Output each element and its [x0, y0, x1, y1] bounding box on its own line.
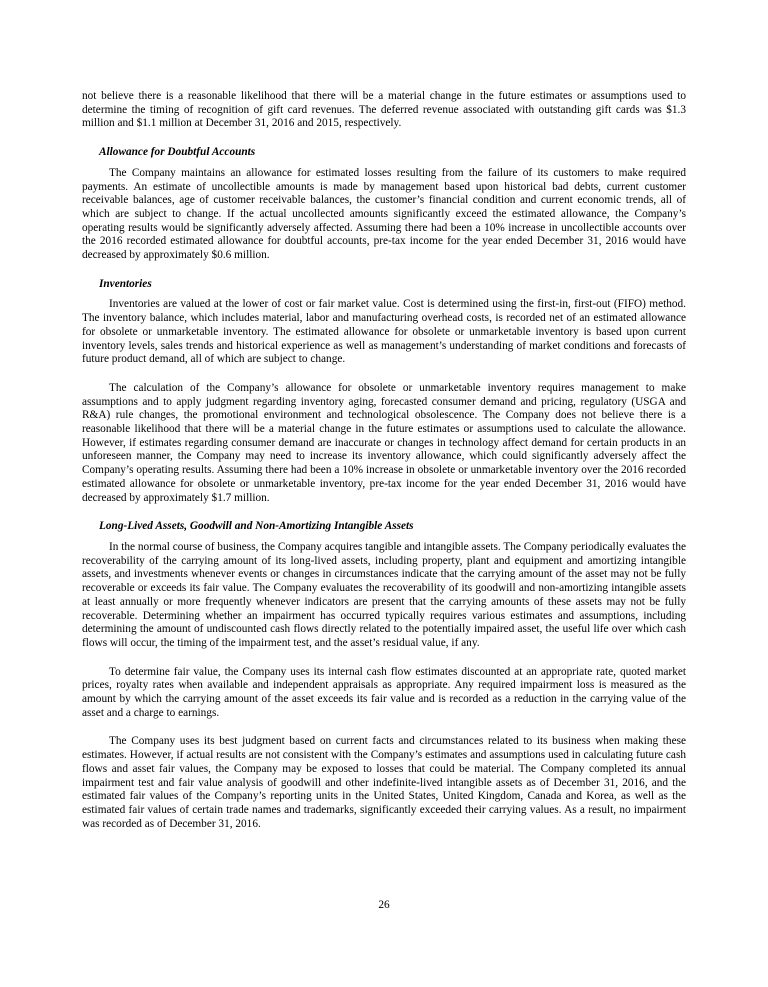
- heading-inventories: Inventories: [99, 277, 152, 290]
- paragraph-gift-card-revenues: not believe there is a reasonable likelihood that there will be a material change in the future estimates or assumptions used to determine the timing of recognition of gift card revenues. The deferred revenue associated with outstanding gift cards was $1.3 million and $1.1 million at December 31, 2016 and 2015, respectively.: [82, 90, 686, 130]
- page-number: 26: [378, 899, 390, 911]
- paragraph-doubtful-accounts: The Company maintains an allowance for estimated losses resulting from the failure of its customers to make required payments. An estimate of uncollectible amounts is made by management based upon historical bad debts, current customer receivable balances, age of customer receivable balances, the customer’s financial condition and current economic trends, all of which are subject to change. If the actual uncollected amounts significantly exceed the estimated allowance, the Company’s operating results would be significantly adversely affected. Assuming there had been a 10% increase in uncollectible accounts over the 2016 recorded estimated allowance for doubtful accounts, pre-tax income for the year ended December 31, 2016 would have decreased by approximately $0.6 million.: [82, 166, 686, 262]
- paragraph-fair-value-determination: To determine fair value, the Company uses its internal cash flow estimates discounted at an appropriate rate, quoted market prices, royalty rates when available and independent appraisals as appropriate. Any required impairment loss is measured as the amount by which the carrying amount of the asset exceeds its fair value and is recorded as a reduction in the carrying value of the asset and a charge to earnings.: [82, 665, 686, 719]
- paragraph-asset-recoverability: In the normal course of business, the Company acquires tangible and intangible assets. The Company periodically evaluates the recoverability of the carrying amount of its long-lived assets, including property, plant and equipment and amortizing intangible assets, and investments whenever events or changes in circumstances indicate that the carrying amount of the asset may not be fully recoverable or exceeds its fair value. The Company evaluates the recoverability of its goodwill and non-amortizing intangible assets at least annually or more frequently whenever indicators are present that the carrying amounts of these assets may not be fully recoverable. Determining whether an impairment has occurred typically requires various estimates and assumptions, including determining the amount of undiscounted cash flows directly related to the potentially impaired asset, the useful life over which cash flows will occur, the timing of the impairment test, and the asset’s residual value, if any.: [82, 540, 686, 649]
- paragraph-impairment-conclusion: The Company uses its best judgment based on current facts and circumstances related to its business when making these estimates. However, if actual results are not consistent with the Company’s estimates and assumptions used in calculating future cash flows and asset fair values, the Company may be exposed to losses that could be material. The Company completed its annual impairment test and fair value analysis of goodwill and other indefinite-lived intangible assets as of December 31, 2016, and the estimated fair values of the Company’s reporting units in the United States, United Kingdom, Canada and Korea, as well as the estimated fair values of certain trade names and trademarks, significantly exceeded their carrying values. As a result, no impairment was recorded as of December 31, 2016.: [82, 735, 686, 830]
- page-content: [82, 90, 686, 846]
- heading-long-lived-assets-goodwill: Long-Lived Assets, Goodwill and Non-Amortizing Intangible Assets: [99, 520, 414, 533]
- paragraph-inventory-allowance-calculation: The calculation of the Company’s allowance for obsolete or unmarketable inventory requires management to make assumptions and to apply judgment regarding inventory aging, forecasted consumer demand and pricing, regulatory (USGA and R&A) rule changes, the promotional environment and technological obsolescence. The Company does not believe there is a reasonable likelihood that there will be a material change in the future estimates or assumptions used to calculate the allowance. However, if estimates regarding consumer demand are inaccurate or changes in technology affect demand for certain products in an unforeseen manner, the Company may need to increase its inventory allowance, which could significantly adversely affect the Company’s operating results. Assuming there had been a 10% increase in obsolete or unmarketable inventory over the 2016 recorded estimated allowance for obsolete or unmarketable inventory, pre-tax income for the year ended December 31, 2016 would have decreased by approximately $1.7 million.: [82, 381, 686, 504]
- heading-allowance-for-doubtful-accounts: Allowance for Doubtful Accounts: [99, 146, 256, 159]
- paragraph-inventories-valuation: Inventories are valued at the lower of cost or fair market value. Cost is determined using the first-in, first-out (FIFO) method. The inventory balance, which includes material, labor and manufacturing overhead costs, is recorded net of an estimated allowance for obsolete or unmarketable inventory. The estimated allowance for obsolete or unmarketable inventory is based upon current inventory levels, sales trends and historical experience as well as management’s understanding of market conditions and forecasts of future product demand, all of which are subject to change.: [82, 298, 686, 366]
